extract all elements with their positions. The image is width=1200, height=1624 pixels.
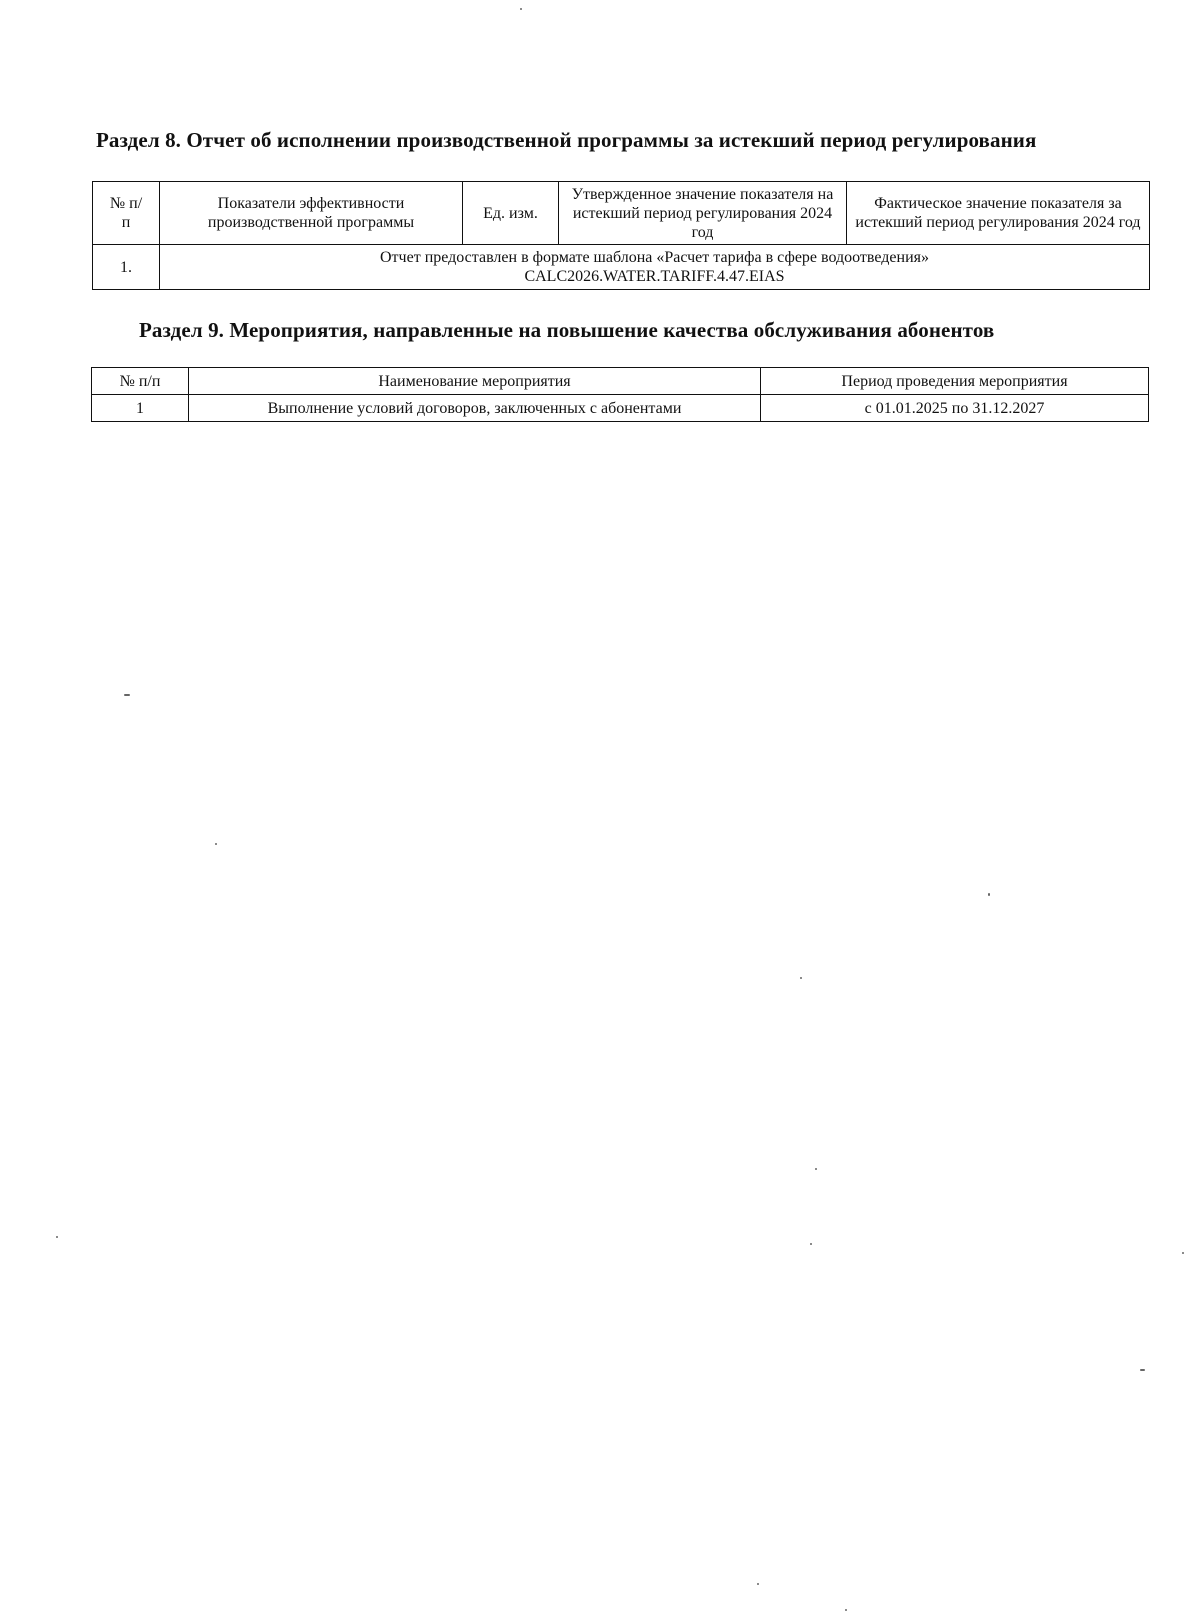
header-num: № п/п [93, 182, 160, 245]
production-program-report-table [92, 181, 1150, 290]
scan-speck [845, 1609, 847, 1611]
header-actual: Фактическое значение показателя за истекший период регулирования 2024 год [847, 182, 1150, 245]
header-indicator: Показатели эффективности производственной программы [160, 182, 463, 245]
table-row [92, 395, 1149, 422]
scan-speck [124, 694, 130, 696]
scan-speck [815, 1168, 817, 1170]
scan-speck [215, 843, 217, 845]
row-name: Выполнение условий договоров, заключенных с абонентами [189, 395, 761, 422]
table-header-row [92, 368, 1149, 395]
scan-speck [810, 1243, 812, 1245]
header-period: Период проведения мероприятия [761, 368, 1149, 395]
scan-speck [56, 1236, 58, 1238]
header-name: Наименование мероприятия [189, 368, 761, 395]
scan-speck [988, 893, 990, 896]
header-approved: Утвержденное значение показателя на истекший период регулирования 2024 год [559, 182, 847, 245]
service-quality-measures-table [91, 367, 1149, 422]
row-period: с 01.01.2025 по 31.12.2027 [761, 395, 1149, 422]
scan-speck [1140, 1369, 1145, 1371]
row-text-line1: Отчет предоставлен в формате шаблона «Расчет тарифа в сфере водоотведения» [380, 249, 929, 266]
scan-speck [520, 8, 522, 10]
header-unit: Ед. изм. [463, 182, 559, 245]
section-9-title: Раздел 9. Мероприятия, направленные на повышение качества обслуживания абонентов [139, 318, 995, 342]
row-text-line2: CALC2026.WATER.TARIFF.4.47.EIAS [524, 268, 785, 285]
row-merged-text [160, 245, 1150, 290]
section-8-title: Раздел 8. Отчет об исполнении производственной программы за истекший период регулирования [96, 128, 1037, 152]
row-num: 1 [92, 395, 189, 422]
table-row [93, 245, 1150, 290]
table-header-row [93, 182, 1150, 245]
header-num: № п/п [92, 368, 189, 395]
row-num: 1. [93, 245, 160, 290]
scan-speck [1182, 1252, 1184, 1254]
scan-speck [757, 1583, 759, 1585]
scan-speck [800, 977, 802, 979]
